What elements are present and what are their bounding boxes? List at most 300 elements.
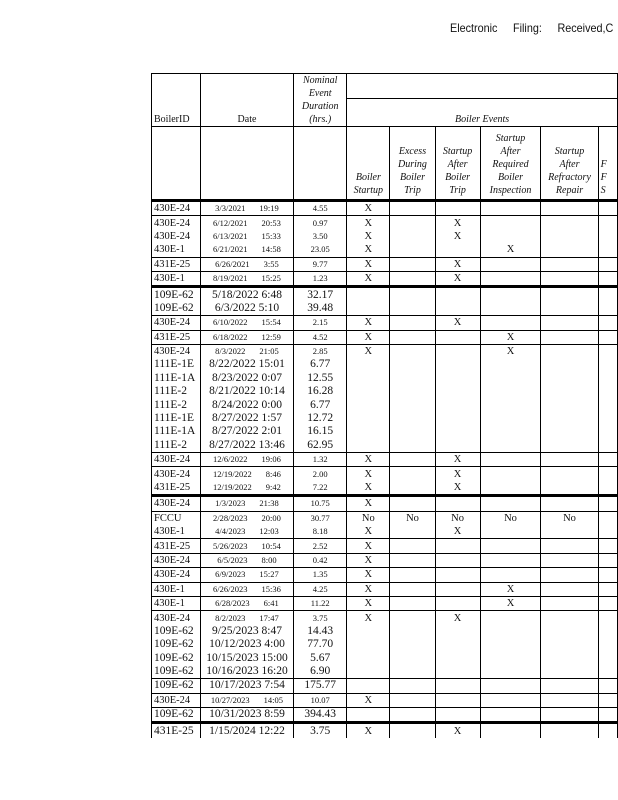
startup-after-trip-cell: X: [435, 230, 480, 243]
duration-cell: 10.07: [294, 693, 347, 707]
excess-trip-cell: No: [390, 511, 435, 525]
date-value: 2/28/2023: [213, 512, 248, 523]
excess-trip-cell: [390, 201, 435, 216]
header-excess: [390, 127, 435, 201]
table-row: [152, 611, 618, 625]
startup-after-refractory-cell: [541, 723, 598, 738]
excess-trip-cell: [390, 708, 435, 723]
startup-after-refractory-cell: [541, 679, 598, 693]
startup-after-refractory-cell: [541, 652, 598, 665]
startup-after-trip-cell: X: [435, 723, 480, 738]
startup-after-refractory-cell: [541, 216, 598, 230]
header-line: Startup: [554, 146, 585, 157]
boiler-startup-cell: X: [347, 723, 390, 738]
boiler-startup-cell: X: [347, 316, 390, 330]
header-line: Event: [308, 88, 332, 99]
startup-after-inspection-cell: [480, 230, 541, 243]
boiler-startup-cell: [347, 625, 390, 638]
table-row: [152, 412, 618, 425]
header-after-inspection: [480, 127, 541, 201]
excess-trip-cell: [390, 453, 435, 467]
boiler-id-cell: 430E-24: [152, 611, 201, 625]
table-row: [152, 257, 618, 271]
date-value: 6/28/2023: [215, 598, 250, 609]
table-row: [152, 201, 618, 216]
table-row: [152, 723, 618, 738]
excess-trip-cell: [390, 287, 435, 302]
boiler-id-cell: 430E-1: [152, 582, 201, 596]
boiler-id-cell: 109E-62: [152, 302, 201, 316]
duration-cell: 5.67: [294, 652, 347, 665]
startup-after-inspection-cell: [480, 302, 541, 316]
date-cell: 8/27/2022 13:46: [200, 439, 293, 453]
table-row: [152, 358, 618, 371]
startup-after-inspection-cell: [480, 708, 541, 723]
startup-after-refractory-cell: [541, 257, 598, 271]
table-row: [152, 385, 618, 398]
header-line: Trip: [449, 185, 466, 196]
date-cell: [200, 467, 293, 481]
startup-after-refractory-cell: [541, 525, 598, 539]
table-row: [152, 316, 618, 330]
date-cell: 6/3/2022 5:10: [200, 302, 293, 316]
duration-cell: 8.18: [294, 525, 347, 539]
boiler-id-cell: 430E-24: [152, 496, 201, 511]
duration-cell: 12.55: [294, 372, 347, 385]
date-cell: [200, 330, 293, 344]
partial-cell: [598, 243, 617, 257]
table-row: [152, 665, 618, 679]
boiler-id-cell: 431E-25: [152, 539, 201, 553]
date-value: 12/19/2022: [213, 468, 252, 479]
startup-after-inspection-cell: [480, 611, 541, 625]
startup-after-inspection-cell: X: [480, 344, 541, 358]
boiler-startup-cell: X: [347, 582, 390, 596]
boiler-id-cell: 430E-24: [152, 467, 201, 481]
boiler-startup-cell: [347, 425, 390, 438]
table-row: [152, 481, 618, 496]
partial-cell: [598, 358, 617, 371]
boiler-id-cell: 430E-24: [152, 316, 201, 330]
excess-trip-cell: [390, 665, 435, 679]
boiler-startup-cell: X: [347, 553, 390, 567]
startup-after-trip-cell: [435, 372, 480, 385]
partial-cell: [598, 467, 617, 481]
date-cell: 5/18/2022 6:48: [200, 287, 293, 302]
date-value: 6/26/2021: [215, 258, 250, 269]
header-line: After: [500, 146, 521, 157]
startup-after-refractory-cell: No: [541, 511, 598, 525]
startup-after-refractory-cell: [541, 453, 598, 467]
table-row: [152, 708, 618, 723]
partial-cell: [598, 553, 617, 567]
startup-after-trip-cell: [435, 625, 480, 638]
startup-after-refractory-cell: [541, 611, 598, 625]
date-cell: [200, 216, 293, 230]
partial-cell: [598, 582, 617, 596]
time-value: 17:47: [259, 612, 279, 623]
table-row: [152, 372, 618, 385]
boiler-startup-cell: X: [347, 693, 390, 707]
startup-after-inspection-cell: [480, 453, 541, 467]
date-cell: 8/27/2022 2:01: [200, 425, 293, 438]
date-cell: [200, 611, 293, 625]
header-line: Repair: [555, 185, 584, 196]
startup-after-trip-cell: [435, 582, 480, 596]
boiler-id-cell: 430E-24: [152, 453, 201, 467]
header-line: Refractory: [548, 172, 591, 183]
startup-after-inspection-cell: [480, 271, 541, 286]
startup-after-refractory-cell: [541, 553, 598, 567]
startup-after-inspection-cell: [480, 625, 541, 638]
duration-cell: 175.77: [294, 679, 347, 693]
table-row: [152, 568, 618, 582]
boiler-startup-cell: X: [347, 481, 390, 496]
startup-after-trip-cell: X: [435, 316, 480, 330]
table-row: [152, 344, 618, 358]
date-cell: 8/21/2022 10:14: [200, 385, 293, 398]
duration-cell: 394.43: [294, 708, 347, 723]
boiler-startup-cell: [347, 708, 390, 723]
boiler-startup-cell: No: [347, 511, 390, 525]
excess-trip-cell: [390, 385, 435, 398]
efiling-header: [450, 21, 618, 35]
partial-cell: [598, 625, 617, 638]
header-partial-lines: [601, 158, 615, 197]
startup-after-trip-cell: [435, 596, 480, 610]
partial-cell: [598, 511, 617, 525]
startup-after-trip-cell: [435, 243, 480, 257]
table-row: [152, 693, 618, 707]
date-cell: 10/15/2023 15:00: [200, 652, 293, 665]
duration-cell: 16.15: [294, 425, 347, 438]
boiler-id-cell: 430E-24: [152, 553, 201, 567]
duration-cell: 2.00: [294, 467, 347, 481]
date-value: 3/3/2021: [215, 203, 246, 214]
excess-trip-cell: [390, 539, 435, 553]
table-row: [152, 425, 618, 438]
excess-trip-cell: [390, 652, 435, 665]
boiler-id-cell: 111E-2: [152, 385, 201, 398]
duration-cell: 0.42: [294, 553, 347, 567]
excess-trip-cell: [390, 302, 435, 316]
partial-cell: [598, 425, 617, 438]
startup-after-inspection-cell: X: [480, 596, 541, 610]
startup-after-trip-cell: [435, 638, 480, 651]
startup-after-trip-cell: X: [435, 467, 480, 481]
header-line: Inspection: [489, 185, 532, 196]
duration-cell: 62.95: [294, 439, 347, 453]
startup-after-inspection-cell: [480, 723, 541, 738]
boiler-startup-cell: X: [347, 201, 390, 216]
startup-after-refractory-cell: [541, 385, 598, 398]
table-row: [152, 625, 618, 638]
boiler-id-cell: FCCU: [152, 511, 201, 525]
date-value: 6/18/2022: [213, 331, 248, 342]
table-row: [152, 679, 618, 693]
startup-after-trip-cell: [435, 539, 480, 553]
boiler-startup-cell: [347, 679, 390, 693]
boiler-startup-cell: X: [347, 230, 390, 243]
boiler-startup-cell: X: [347, 216, 390, 230]
boiler-startup-cell: X: [347, 271, 390, 286]
boiler-id-cell: 109E-62: [152, 652, 201, 665]
boiler-startup-cell: [347, 412, 390, 425]
boiler-startup-cell: [347, 652, 390, 665]
time-value: 12:59: [261, 331, 281, 342]
excess-trip-cell: [390, 525, 435, 539]
partial-cell: [598, 330, 617, 344]
duration-cell: 14.43: [294, 625, 347, 638]
header-line: Nominal: [302, 75, 338, 86]
header-startup: [347, 127, 390, 201]
boiler-startup-cell: X: [347, 496, 390, 511]
startup-after-refractory-cell: [541, 582, 598, 596]
date-cell: 10/31/2023 8:59: [200, 708, 293, 723]
startup-after-trip-cell: [435, 330, 480, 344]
date-value: 6/21/2021: [213, 244, 248, 255]
date-value: 8/2/2023: [215, 612, 246, 623]
duration-cell: 1.35: [294, 568, 347, 582]
excess-trip-cell: [390, 596, 435, 610]
date-value: 6/26/2023: [213, 583, 248, 594]
table-row: [152, 398, 618, 411]
header-after-refractory-lines: [543, 145, 595, 197]
boiler-id-cell: 111E-1E: [152, 358, 201, 371]
time-value: 15:54: [261, 317, 281, 328]
date-value: 6/9/2023: [215, 569, 246, 580]
date-cell: [200, 344, 293, 358]
startup-after-trip-cell: [435, 412, 480, 425]
startup-after-trip-cell: [435, 201, 480, 216]
startup-after-refractory-cell: [541, 201, 598, 216]
header-line: Excess: [398, 146, 427, 157]
partial-cell: [598, 611, 617, 625]
table-row: [152, 525, 618, 539]
table-row: [152, 216, 618, 230]
header-line: F: [600, 159, 607, 170]
startup-after-refractory-cell: [541, 344, 598, 358]
boiler-startup-cell: [347, 439, 390, 453]
startup-after-refractory-cell: [541, 439, 598, 453]
boiler-id-cell: 430E-24: [152, 693, 201, 707]
startup-after-inspection-cell: [480, 257, 541, 271]
header-line: Boiler: [445, 172, 471, 183]
date-cell: [200, 271, 293, 286]
startup-after-refractory-cell: [541, 230, 598, 243]
boiler-startup-cell: X: [347, 257, 390, 271]
duration-cell: 12.72: [294, 412, 347, 425]
startup-after-refractory-cell: [541, 316, 598, 330]
partial-cell: [598, 316, 617, 330]
duration-cell: 39.48: [294, 302, 347, 316]
startup-after-inspection-cell: [480, 201, 541, 216]
table-row: [152, 243, 618, 257]
header-line: Startup: [495, 133, 526, 144]
partial-cell: [598, 453, 617, 467]
excess-trip-cell: [390, 330, 435, 344]
boiler-id-cell: 431E-25: [152, 723, 201, 738]
startup-after-refractory-cell: [541, 398, 598, 411]
header-line: After: [559, 159, 580, 170]
excess-trip-cell: [390, 638, 435, 651]
boiler-id-cell: 111E-1A: [152, 425, 201, 438]
date-value: 6/5/2023: [217, 554, 248, 565]
partial-cell: [598, 302, 617, 316]
boiler-events-table: [151, 73, 618, 738]
excess-trip-cell: [390, 467, 435, 481]
excess-trip-cell: [390, 693, 435, 707]
boiler-startup-cell: X: [347, 596, 390, 610]
excess-trip-cell: [390, 257, 435, 271]
header-duration: [294, 74, 347, 127]
partial-cell: [598, 496, 617, 511]
startup-after-trip-cell: X: [435, 257, 480, 271]
startup-after-trip-cell: [435, 693, 480, 707]
table-row: [152, 511, 618, 525]
table-row: [152, 582, 618, 596]
startup-after-trip-cell: [435, 344, 480, 358]
duration-cell: 3.75: [294, 723, 347, 738]
boiler-id-cell: 430E-24: [152, 230, 201, 243]
startup-after-refractory-cell: [541, 243, 598, 257]
header-line: After: [447, 159, 468, 170]
startup-after-refractory-cell: [541, 539, 598, 553]
header-date: Date: [200, 74, 293, 127]
date-cell: [200, 511, 293, 525]
duration-cell: 0.97: [294, 216, 347, 230]
startup-after-trip-cell: X: [435, 271, 480, 286]
startup-after-inspection-cell: [480, 358, 541, 371]
startup-after-trip-cell: [435, 358, 480, 371]
startup-after-refractory-cell: [541, 467, 598, 481]
startup-after-inspection-cell: [480, 539, 541, 553]
boiler-startup-cell: X: [347, 467, 390, 481]
date-cell: 9/25/2023 8:47: [200, 625, 293, 638]
time-value: 19:06: [261, 454, 281, 465]
date-value: 10/27/2023: [210, 694, 250, 705]
header-line: Boiler: [355, 172, 381, 183]
boiler-id-cell: 431E-25: [152, 257, 201, 271]
boiler-id-cell: 430E-24: [152, 568, 201, 582]
partial-cell: [598, 372, 617, 385]
boiler-startup-cell: [347, 302, 390, 316]
date-cell: [200, 693, 293, 707]
partial-cell: [598, 665, 617, 679]
date-cell: [200, 230, 293, 243]
boiler-id-cell: 431E-25: [152, 481, 201, 496]
startup-after-refractory-cell: [541, 625, 598, 638]
boiler-id-cell: 111E-2: [152, 439, 201, 453]
date-cell: [200, 582, 293, 596]
startup-after-trip-cell: X: [435, 525, 480, 539]
boiler-id-cell: 430E-24: [152, 216, 201, 230]
startup-after-refractory-cell: [541, 638, 598, 651]
duration-cell: 16.28: [294, 385, 347, 398]
startup-after-inspection-cell: [480, 372, 541, 385]
date-cell: 8/22/2022 15:01: [200, 358, 293, 371]
date-cell: [200, 553, 293, 567]
partial-cell: [598, 412, 617, 425]
boiler-id-cell: 109E-62: [152, 665, 201, 679]
partial-cell: [598, 539, 617, 553]
partial-cell: [598, 638, 617, 651]
partial-cell: [598, 708, 617, 723]
time-value: 15:33: [261, 230, 281, 241]
startup-after-inspection-cell: [480, 652, 541, 665]
startup-after-refractory-cell: [541, 665, 598, 679]
date-cell: [200, 453, 293, 467]
excess-trip-cell: [390, 582, 435, 596]
header-after-inspection-lines: [483, 132, 539, 197]
date-cell: 10/17/2023 7:54: [200, 679, 293, 693]
partial-cell: [598, 525, 617, 539]
boiler-id-cell: 109E-62: [152, 679, 201, 693]
partial-cell: [598, 693, 617, 707]
startup-after-trip-cell: [435, 398, 480, 411]
duration-cell: 6.77: [294, 358, 347, 371]
startup-after-refractory-cell: [541, 708, 598, 723]
startup-after-inspection-cell: [480, 638, 541, 651]
startup-after-trip-cell: [435, 302, 480, 316]
header-startup-lines: [349, 171, 387, 197]
startup-after-trip-cell: No: [435, 511, 480, 525]
table-row: [152, 596, 618, 610]
partial-cell: [598, 568, 617, 582]
excess-trip-cell: [390, 271, 435, 286]
startup-after-inspection-cell: [480, 425, 541, 438]
table-row: [152, 652, 618, 665]
duration-cell: 6.77: [294, 398, 347, 411]
startup-after-inspection-cell: [480, 679, 541, 693]
table-row: [152, 496, 618, 511]
header-line: S: [600, 185, 606, 196]
partial-cell: [598, 257, 617, 271]
boiler-id-cell: 109E-62: [152, 287, 201, 302]
startup-after-inspection-cell: [480, 287, 541, 302]
header-duration-cont: [294, 127, 347, 201]
partial-cell: [598, 439, 617, 453]
startup-after-trip-cell: X: [435, 216, 480, 230]
table-row: [152, 467, 618, 481]
boiler-startup-cell: [347, 398, 390, 411]
startup-after-trip-cell: [435, 425, 480, 438]
table-row: [152, 453, 618, 467]
date-cell: 10/16/2023 16:20: [200, 665, 293, 679]
startup-after-inspection-cell: X: [480, 330, 541, 344]
startup-after-inspection-cell: [480, 398, 541, 411]
startup-after-inspection-cell: [480, 316, 541, 330]
boiler-id-cell: 111E-1E: [152, 412, 201, 425]
boiler-startup-cell: [347, 358, 390, 371]
date-value: 12/19/2022: [213, 482, 252, 492]
startup-after-inspection-cell: [480, 216, 541, 230]
startup-after-trip-cell: [435, 708, 480, 723]
header-line: Startup: [442, 146, 473, 157]
excess-trip-cell: [390, 398, 435, 411]
startup-after-refractory-cell: [541, 358, 598, 371]
startup-after-refractory-cell: [541, 481, 598, 496]
date-value: 8/3/2022: [215, 346, 246, 357]
excess-trip-cell: [390, 216, 435, 230]
date-cell: [200, 201, 293, 216]
date-cell: 1/15/2024 12:22: [200, 723, 293, 738]
startup-after-inspection-cell: X: [480, 582, 541, 596]
time-value: 20:00: [261, 512, 281, 523]
startup-after-refractory-cell: [541, 412, 598, 425]
excess-trip-cell: [390, 553, 435, 567]
partial-cell: [598, 596, 617, 610]
